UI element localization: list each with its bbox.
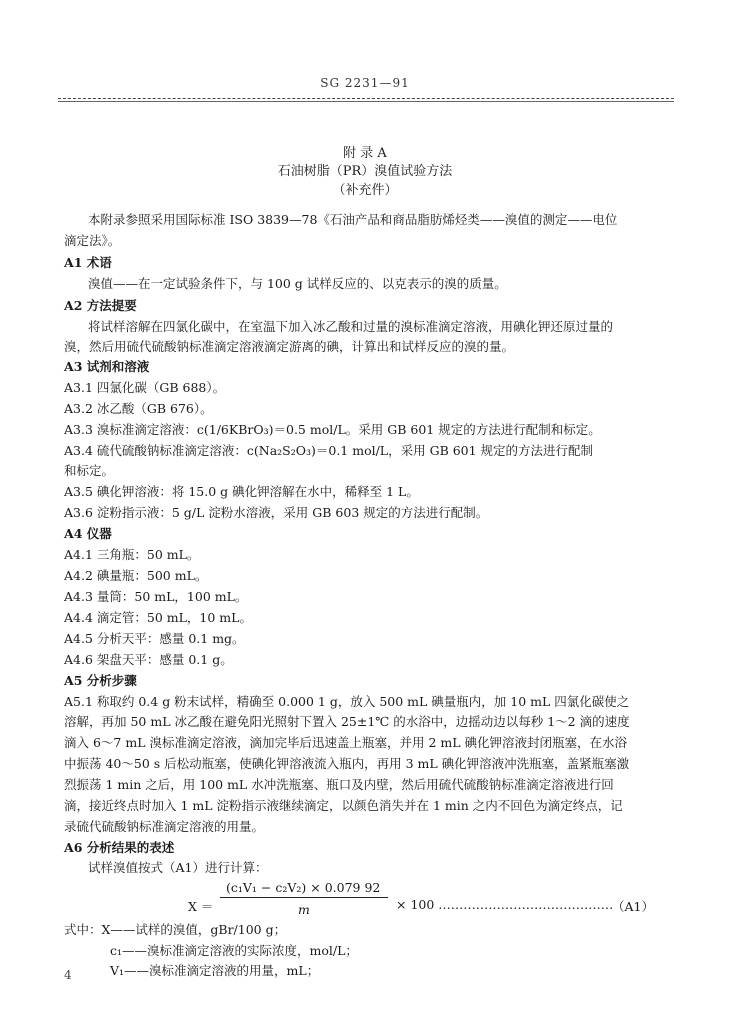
- list-item: A4.1 三角瓶：50 mL。: [64, 547, 200, 562]
- list-item: A4.6 架盘天平：感量 0.1 g。: [64, 652, 233, 667]
- list-item: A3.4 硫代硫酸钠标准滴定溶液：c(Na₂S₂O₃)＝0.1 mol/L，采用 GB 601 规定的方法进行配制: [64, 443, 594, 458]
- body-line: 录硫代硫酸钠标准滴定溶液的用量。: [64, 819, 265, 834]
- body-line: 溴值——在一定试验条件下，与 100 g 试样反应的、以克表示的溴的质量。: [88, 276, 507, 291]
- body-line: 中振荡 40～50 s 后松动瓶塞，使碘化钾溶液流入瓶内，再用 3 mL 碘化钾溶液冲洗瓶塞，盖紧瓶塞激: [64, 756, 630, 771]
- body-line: 和标定。: [64, 463, 115, 478]
- body-line: 滴定法》。: [64, 233, 121, 248]
- standard-number: SG 2231—91: [320, 76, 410, 90]
- section-heading: A3 试剂和溶液: [64, 359, 150, 374]
- list-item: A3.6 淀粉指示液：5 g/L 淀粉水溶液，采用 GB 603 规定的方法进行配制。: [64, 505, 489, 520]
- list-item: A4.3 量筒：50 mL，100 mL。: [64, 589, 248, 604]
- list-item: A3.1 四氯化碳（GB 688）。: [64, 380, 226, 395]
- appendix-title: 石油树脂（PR）溴值试验方法: [277, 164, 453, 179]
- section-heading: A5 分析步骤: [64, 673, 137, 688]
- section-heading: A4 仪器: [64, 526, 112, 541]
- appendix-subtitle: （补充件）: [332, 183, 398, 198]
- list-item: A3.3 溴标准滴定溶液：c(1/6KBrO₃)＝0.5 mol/L。采用 GB 601 规定的方法进行配制和标定。: [64, 422, 601, 437]
- formula-lhs: X ＝: [188, 899, 214, 914]
- body-line: 试样溴值按式（A1）进行计算：: [88, 860, 268, 875]
- body-line: 本附录参照采用国际标准 ISO 3839—78《石油产品和商品脂肪烯烃类——溴值的测定——电位: [88, 212, 618, 227]
- body-line: 溶解，再加 50 mL 冰乙酸在避免阳光照射下置入 25±1℃ 的水浴中，边摇动边以每秒 1～2 滴的速度: [64, 714, 630, 729]
- body-line: 溴，然后用硫代硫酸钠标准滴定溶液滴定游离的碘，计算出和试样反应的溴的量。: [64, 339, 515, 354]
- body-line: A5.1 称取约 0.4 g 粉末试样，精确至 0.000 1 g，放入 500 mL 碘量瓶内，加 10 mL 四氯化碳使之: [64, 694, 630, 709]
- list-item: A3.5 碘化钾溶液：将 15.0 g 碘化钾溶解在水中，稀释至 1 L。: [64, 484, 419, 499]
- list-item: A4.4 滴定管：50 mL，10 mL。: [64, 610, 252, 625]
- where-line: 式中：X——试样的溴值，gBr/100 g；: [64, 922, 287, 937]
- section-heading: A2 方法提要: [64, 298, 137, 313]
- where-line: c₁——溴标准滴定溶液的实际浓度，mol/L；: [110, 943, 358, 958]
- section-heading: A1 术语: [64, 255, 112, 270]
- formula-denominator: m: [298, 902, 310, 917]
- body-line: 将试样溶解在四氯化碳中，在室温下加入冰乙酸和过量的溴标准滴定溶液，用碘化钾还原过量的: [88, 319, 614, 334]
- equation-number: （A1）: [612, 899, 654, 914]
- header-rule-2: [58, 101, 674, 102]
- fraction-bar: [220, 897, 388, 898]
- list-item: A4.2 碘量瓶：500 mL。: [64, 568, 208, 583]
- body-line: 滴入 6～7 mL 溴标准滴定溶液，滴加完毕后迅速盖上瓶塞，并用 2 mL 碘化钾溶液封闭瓶塞，在水浴: [64, 735, 628, 750]
- formula-tail: × 100 ……………………………………: [396, 897, 614, 912]
- formula-numerator: (c₁V₁ − c₂V₂) × 0.079 92: [226, 880, 381, 895]
- section-heading: A6 分析结果的表述: [64, 840, 175, 855]
- body-line: 烈振荡 1 min 之后，用 100 mL 水冲洗瓶塞、瓶口及内壁，然后用硫代硫酸钠标准滴定溶液进行回: [64, 777, 614, 792]
- list-item: A4.5 分析天平：感量 0.1 mg。: [64, 631, 245, 646]
- header-rule: [58, 98, 674, 99]
- where-line: V₁——溴标准滴定溶液的用量，mL；: [110, 963, 320, 978]
- page-number: 4: [64, 968, 72, 982]
- body-line: 滴，接近终点时加入 1 mL 淀粉指示液继续滴定，以颜色消失并在 1 min 之内不回色为滴定终点，记: [64, 798, 623, 813]
- list-item: A3.2 冰乙酸（GB 676）。: [64, 401, 213, 416]
- appendix-label: 附 录 A: [343, 146, 387, 161]
